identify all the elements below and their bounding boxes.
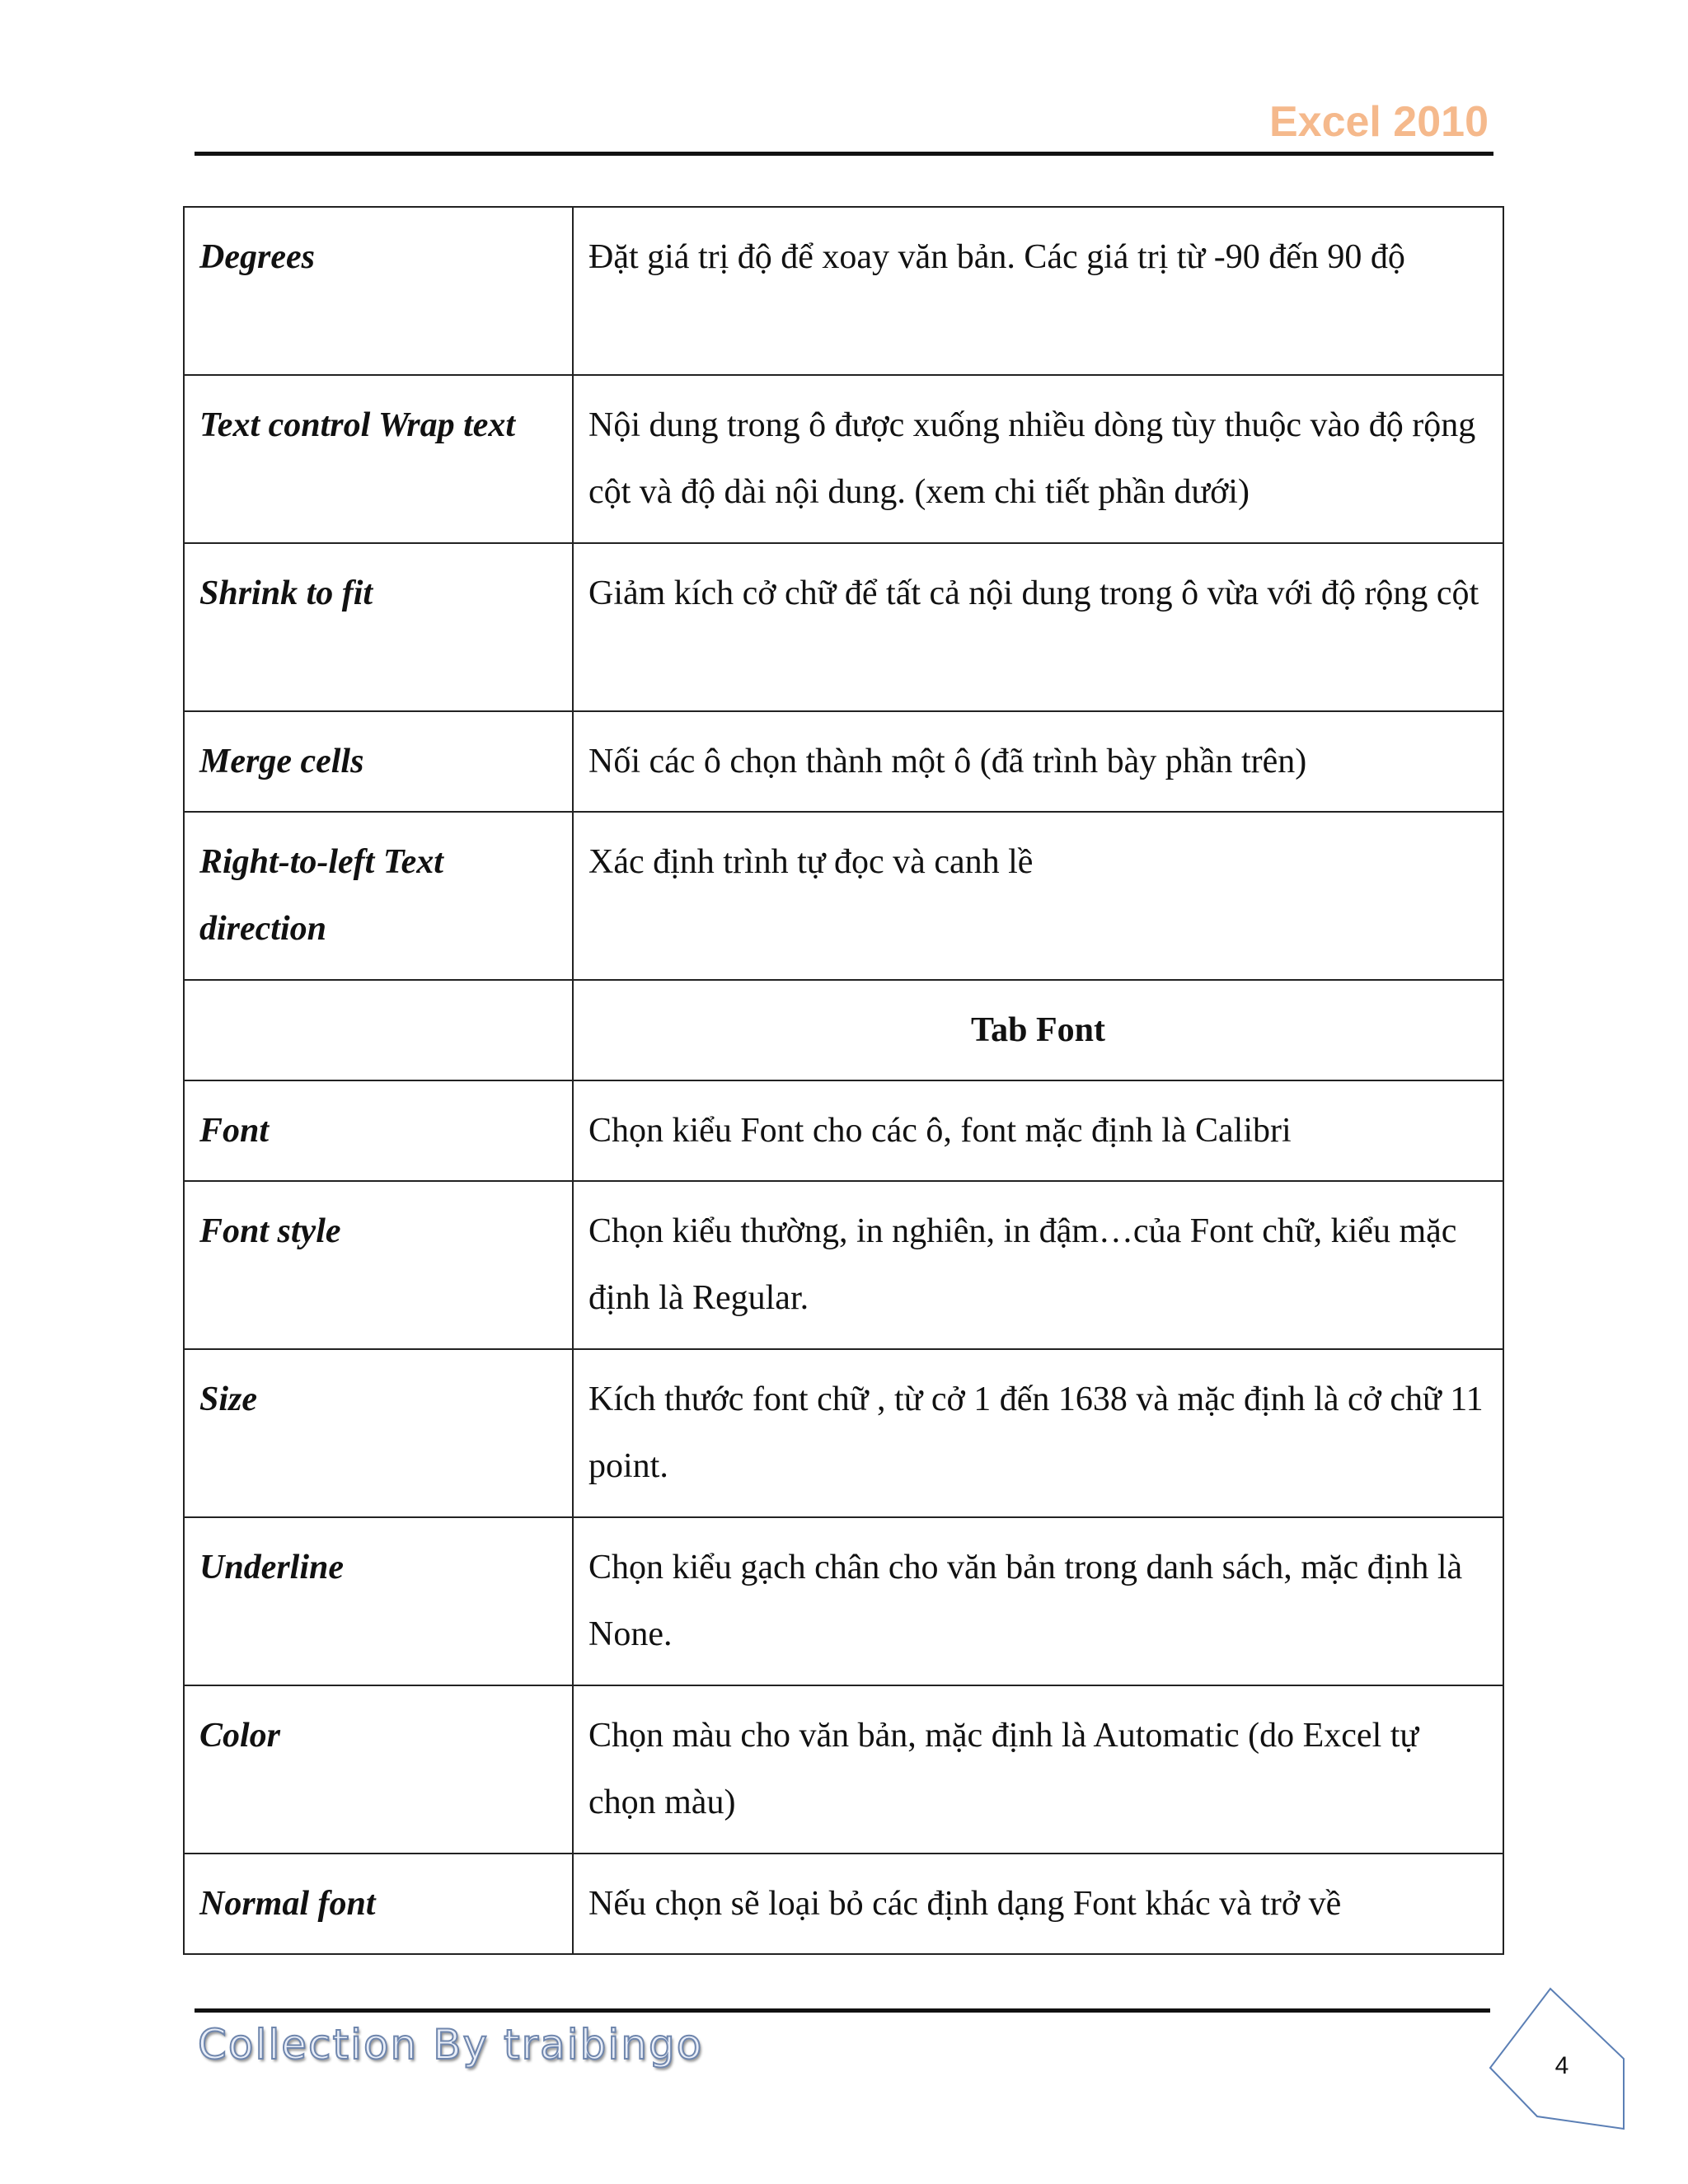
table-row xyxy=(184,711,1503,812)
option-name: Font style xyxy=(184,1181,573,1349)
option-description: Chọn kiểu Font cho các ô, font mặc định là Calibri xyxy=(573,1080,1503,1181)
option-description: Nối các ô chọn thành một ô (đã trình bày phần trên) xyxy=(573,711,1503,812)
page-number: 4 xyxy=(1554,2052,1569,2079)
table-row xyxy=(184,1181,1503,1349)
option-name: Merge cells xyxy=(184,711,573,812)
format-cells-options-table xyxy=(183,206,1504,1955)
option-name: Right-to-left Text direction xyxy=(184,812,573,980)
option-name: Normal font xyxy=(184,1854,573,1954)
table-row xyxy=(184,1349,1503,1517)
option-name xyxy=(184,980,573,1080)
option-description: Nếu chọn sẽ loại bỏ các định dạng Font khác và trở về xyxy=(573,1854,1503,1954)
option-name: Degrees xyxy=(184,207,573,375)
document-header-title: Excel 2010 xyxy=(1268,98,1489,146)
option-name: Size xyxy=(184,1349,573,1517)
option-description: Xác định trình tự đọc và canh lề xyxy=(573,812,1503,980)
table-row xyxy=(184,543,1503,711)
option-description: Kích thước font chữ , từ cở 1 đến 1638 và mặc định là cở chữ 11 point. xyxy=(573,1349,1503,1517)
table-row xyxy=(184,375,1503,543)
table-row xyxy=(184,980,1503,1080)
header-divider xyxy=(195,152,1493,156)
table-row xyxy=(184,1854,1503,1954)
option-description: Chọn kiểu gạch chân cho văn bản trong danh sách, mặc định là None. xyxy=(573,1517,1503,1685)
option-description: Chọn màu cho văn bản, mặc định là Automatic (do Excel tự chọn màu) xyxy=(573,1685,1503,1854)
option-name: Text control Wrap text xyxy=(184,375,573,543)
option-name: Shrink to fit xyxy=(184,543,573,711)
table-row xyxy=(184,1685,1503,1854)
footer-divider xyxy=(195,2008,1490,2013)
table-row xyxy=(184,1517,1503,1685)
option-description: Nội dung trong ô được xuống nhiều dòng tùy thuộc vào độ rộng cột và độ dài nội dung. (xem chi tiết phần dưới) xyxy=(573,375,1503,543)
option-name: Color xyxy=(184,1685,573,1854)
table-row xyxy=(184,207,1503,375)
footer-brand-text: Collection By traibingo xyxy=(198,2021,704,2069)
option-description: Đặt giá trị độ để xoay văn bản. Các giá trị từ -90 đến 90 độ xyxy=(573,207,1503,375)
section-heading-tab-font: Tab Font xyxy=(573,980,1503,1080)
table-row xyxy=(184,1080,1503,1181)
option-name: Font xyxy=(184,1080,573,1181)
table-row xyxy=(184,812,1503,980)
option-description: Giảm kích cở chữ để tất cả nội dung trong ô vừa với độ rộng cột xyxy=(573,543,1503,711)
option-name: Underline xyxy=(184,1517,573,1685)
option-description: Chọn kiểu thường, in nghiên, in đậm…của Font chữ, kiểu mặc định là Regular. xyxy=(573,1181,1503,1349)
